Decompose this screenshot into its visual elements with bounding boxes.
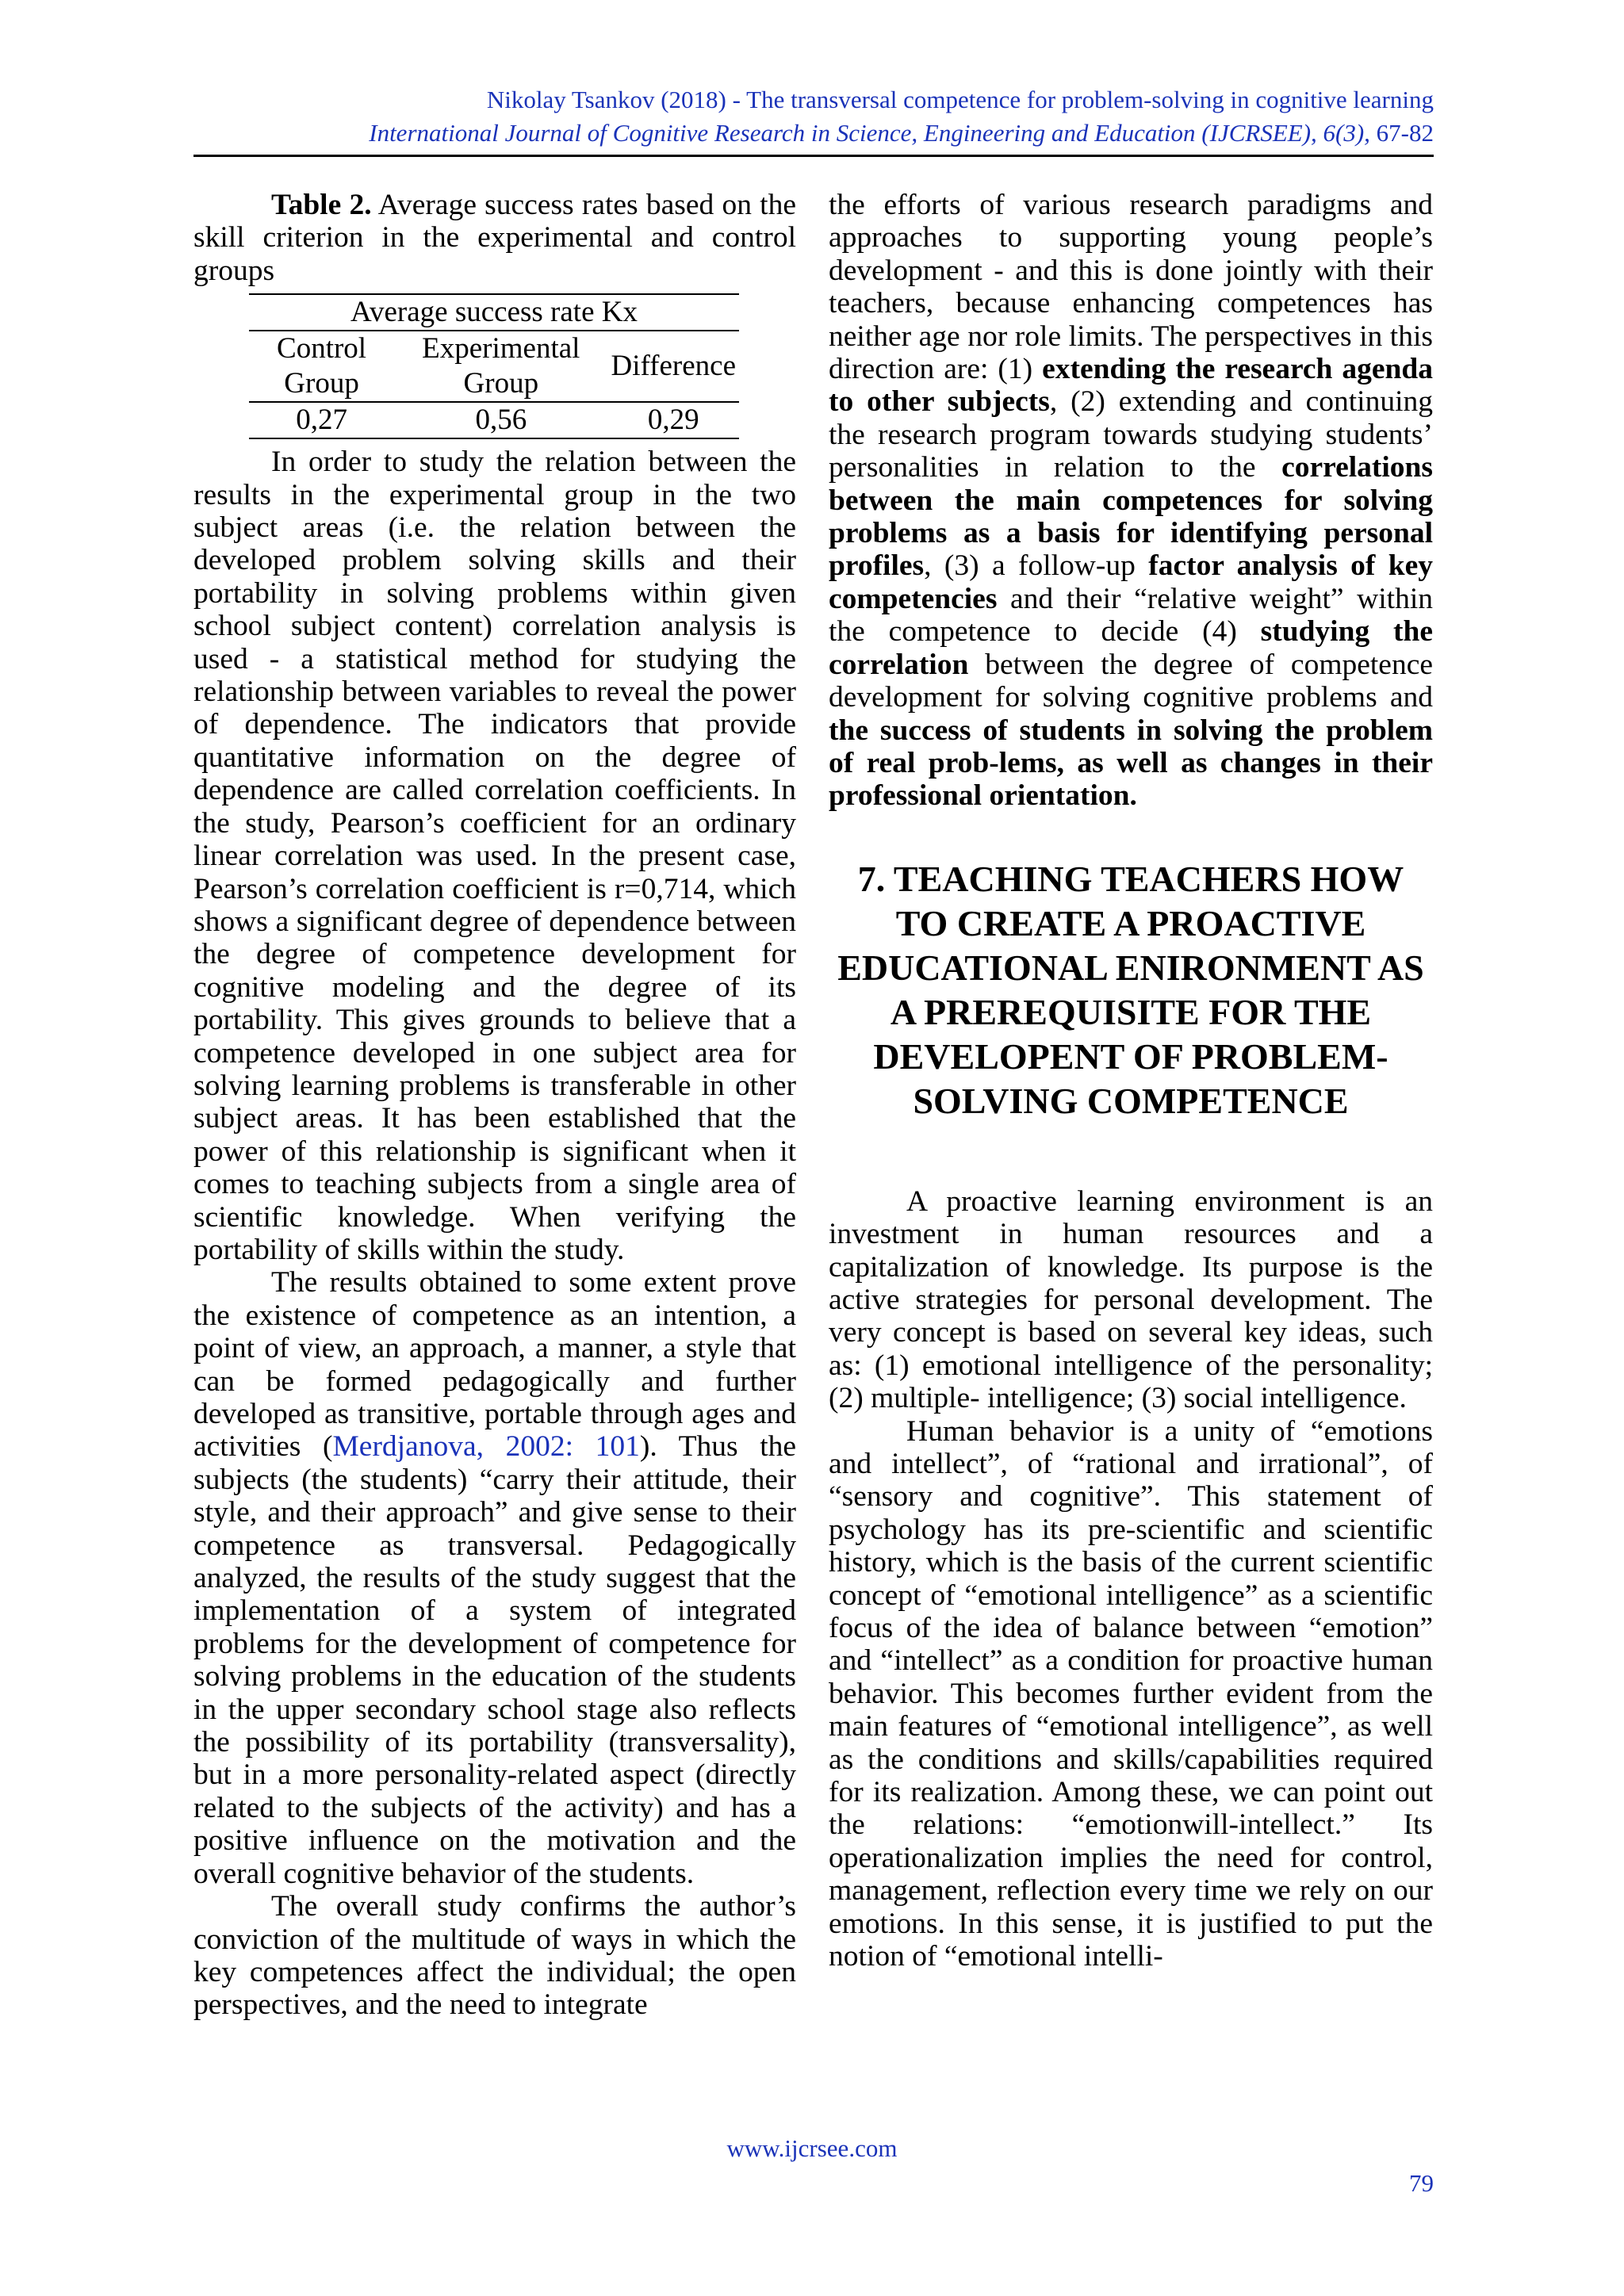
paragraph-results-start: The results obtained to some extent prove the existence of competence as an intention, a point of view, an approach, a manner, a style that can be formed pedagogically and further developed as transitive, portable through ages and activities ( [193, 1266, 796, 1464]
table-top-header-row [249, 294, 739, 331]
table-cell-difference: 0,29 [608, 402, 740, 438]
bold-run: extending the research agenda to other subjects [829, 353, 1433, 419]
table-header-experimental: Experimental Group [394, 331, 607, 402]
left-column [193, 189, 796, 2022]
text-run: between the degree of competence development for solving cognitive problems and [829, 648, 1433, 714]
footer-url[interactable]: www.ijcrsee.com [726, 2134, 898, 2162]
table-caption-text: Average success rates based on the skill criterion in the experimental and control groups [193, 189, 796, 287]
table-header-difference: Difference [608, 331, 740, 402]
bold-run: the success of students in solving the problem of real prob-lems, as well as changes in their professional orientation. [829, 714, 1433, 813]
paragraph-correlation: In order to study the relation between the results in the experimental group in the two subject areas (i.e. the relation between the developed problem solving skills and their portability in solving problems within given school subject content) correlation analysis is used - a statistical method for studying the relationship between variables to reveal the power of dependence. The indicators that provide quantitative information on the degree of dependence are called correlation coefficients. In the study, Pearson’s coefficient for an ordinary linear correlation was used. In the present case, Pearson’s correlation coefficient is r=0,714, which shows a significant degree of dependence between the degree of competence development for cognitive modeling and the degree of its portability. This gives grounds to believe that a competence developed in one subject area for solving learning problems is transferable in other subject areas. It has been established that the power of this relationship is significant when it comes to teaching subjects from a single area of scientific knowledge. When verifying the portability of skills within the study. [193, 446, 796, 1266]
text-run: , (3) a follow-up [924, 549, 1149, 583]
table-row [249, 402, 739, 438]
table-header-control: Control Group [249, 331, 394, 402]
section-heading: 7. TEACHING TEACHERS HOW TO CREATE A PROACTIVE EDUCATIONAL ENIRONMENT AS A PREREQUISITE FOR THE DEVELOPENT OF PROBLEM-SOLVING COMPETENCE [837, 858, 1424, 1121]
paragraph-human-behavior: Human behavior is a unity of “emotions and intellect”, of “rational and irrational”, of “sensory and cognitive”. This statement of psychology has its pre-scientific and scientific history, which is the basis of the current scientific concept of “emotional intelligence” as a scientific focus of the idea of balance between “emotion” and “intellect” as a condition for proactive human behavior. This becomes further evident from the main features of “emotional intelligence”, as well as the conditions and skills/capabilities required for its realization. Among these, we can point out the relations: “emotionwill-intellect.” Its operationalization implies the need for control, management, reflection every time we rely on our emotions. In this sense, it is justified to put the notion of “emotional intelli- [829, 1414, 1433, 1973]
running-header [193, 83, 1434, 150]
table-caption-label: Table 2. [271, 189, 372, 221]
bold-run: correlations between the main competences for solving problems as a basis for identifying personal profiles [829, 451, 1433, 583]
text-run: , (2) extending and continuing the research program towards studying students’ personalities in relation to the [829, 385, 1434, 484]
header-journal: International Journal of Cognitive Research in Science, Engineering and Education (IJCRSEE), 6(3), [369, 119, 1370, 147]
table-caption [193, 189, 796, 287]
header-pages: 67-82 [1369, 119, 1434, 147]
success-rate-table [249, 293, 739, 439]
text-run: the efforts of various research paradigms and approaches to supporting young people’s development - and this is done jointly with their teachers, because enhancing competences has neither age nor role limits. The perspectives in this direction are: (1) [829, 189, 1433, 386]
table-cell-experimental: 0,56 [394, 402, 607, 438]
citation-link[interactable]: Merdjanova, 2002: 101 [332, 1430, 640, 1464]
header-citation: Nikolay Tsankov (2018) - The transversal competence for problem-solving in cognitive learning [486, 86, 1434, 113]
paragraph-overall-study: The overall study confirms the author’s conviction of the multitude of ways in which the key competences affect the individual; the open perspectives, and the need to integrate [193, 1890, 796, 2022]
paragraph-results [193, 1266, 796, 1890]
header-rule [193, 155, 1434, 157]
page-number: 79 [1409, 2169, 1434, 2197]
paragraph-perspectives [829, 189, 1433, 813]
bold-run: factor analysis of key competencies [829, 549, 1433, 615]
header-journal-line [193, 117, 1434, 150]
paragraph-proactive-environment: A proactive learning environment is an investment in human resources and a capitalization of knowledge. Its purpose is the active strategies for personal development. The very concept is based on several key ideas, such as: (1) emotional intelligence of the personality; (2) multiple- intelligence; (3) social intelligence. [829, 1184, 1433, 1415]
right-column [829, 189, 1433, 1973]
bold-run: studying the correlation [829, 615, 1433, 681]
paragraph-results-end: ). Thus the subjects (the students) “carry their attitude, their style, and their approach” and give sense to their competence as transversal. Pedagogically analyzed, the results of the study suggest that the implementation of a system of integrated problems for the development of competence for solving problems in the education of the students in the upper secondary school stage also reflects the possibility of its portability (transversality), but in a more personality-related aspect (directly related to the subjects of the activity) and has a positive influence on the motivation and the overall cognitive behavior of the students. [193, 1430, 797, 1890]
table-cell-control: 0,27 [249, 402, 394, 438]
table-header-row [249, 331, 739, 402]
text-run: and their “relative weight” within the competence to decide (4) [829, 582, 1433, 649]
table-top-header: Average success rate Kx [249, 294, 739, 331]
